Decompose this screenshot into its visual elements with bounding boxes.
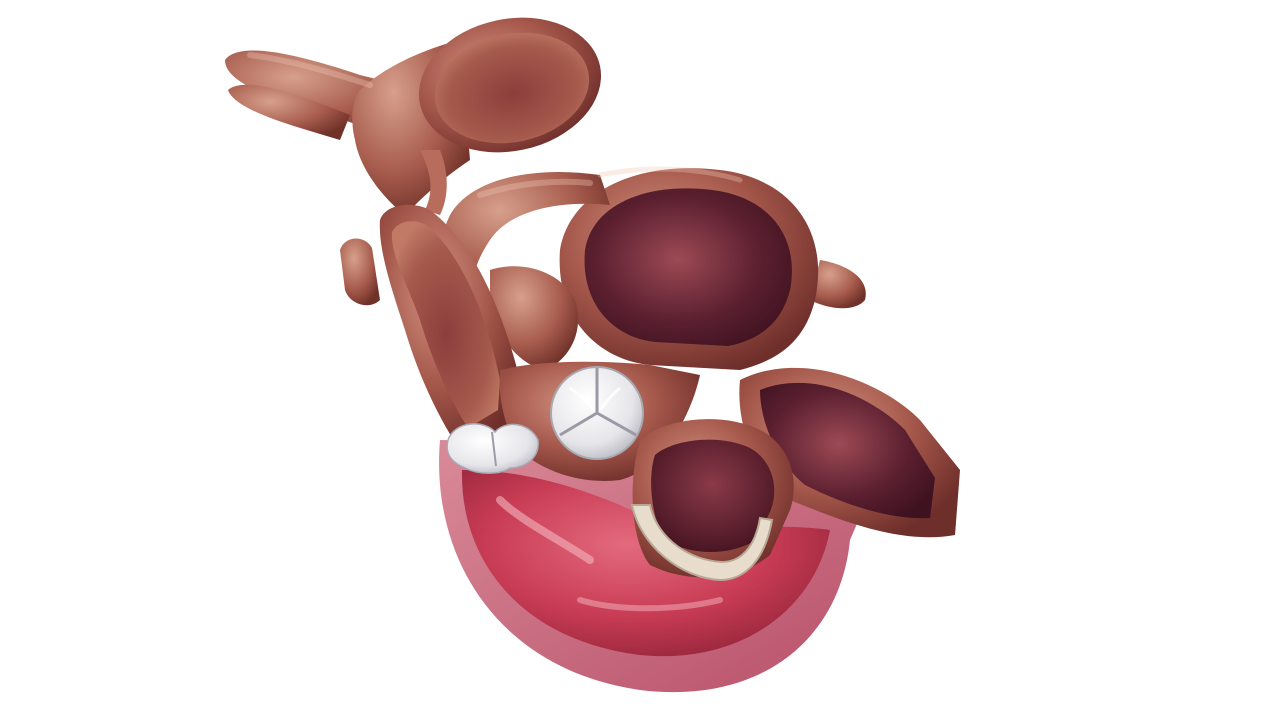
ascending-vessel	[380, 205, 520, 450]
aortic-valve-icon	[551, 367, 643, 459]
